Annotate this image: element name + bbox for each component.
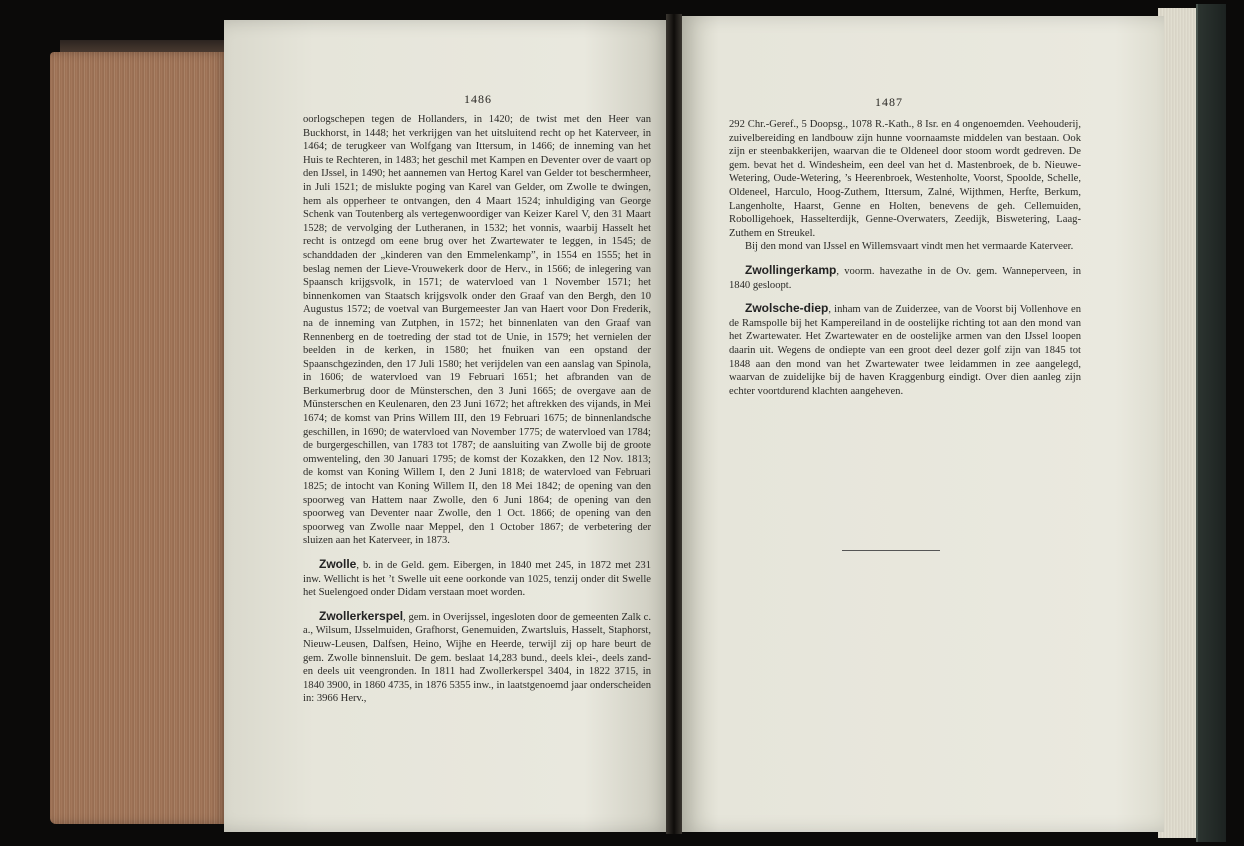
entry-zwollerkerspel: [303, 610, 651, 706]
page-edges-right: [1158, 8, 1200, 838]
entry-heading: Zwolsche-diep: [745, 301, 829, 316]
entry-heading: Zwollerkerspel: [319, 608, 404, 623]
entry-zwollingerkamp: [729, 264, 1081, 292]
left-page-number: 1486: [464, 92, 492, 106]
history-paragraph: oorlogschepen tegen de Hollanders, in 1420; de twist met den Heer van Buckhorst, in 1448; het verkrijgen van het uitsluitend recht op het Katerveer, in 1464; de terugkeer van Wolfgang van Ittersum, in 1466; de inneming van het Huis te Rechteren, in 1483; het geschil met Kampen en Deventer over de vaart op den IJssel, in 1490; het aannemen van Hertog Karel van Gelder tot beschermheer, in Juli 1521; de mislukte poging van Karel van Gelder, om Zwolle te dwingen, hem als opperheer te ontvangen, den 4 Maart 1524; inhuldiging van George Schenk van Toutenberg als vertegenwoordiger van Keizer Karel V, den 31 Maart 1528; de vervolging der Lutheranen, in 1532; het vonnis, waarbij Hasselt het recht is ontzegd om eene brug over het Zwartewater te leggen, in 1545; de schanddaden der „kinderen van den Emmelenkamp”, in 1554 en 1555; het in beslag nemen der Lieve-Vrouwekerk door de Herv., in 1566; de inlegering van Spaansch krijgsvolk, in 1571; de watervloed van 1 November 1571; het binnenkomen van Staatsch krijgsvolk onder den Graaf van den Bergh, den 10 Augustus 1572; de voetval van Burgemeester Jan van Haert voor Don Frederik, na de inneming van Zutphen, in 1572; het binnenlaten van den Graaf van Rennenberg en de toetreding der stad tot de Unie, in 1579; het vernielen der beelden in de kerken, in 1580; het fnuiken van een opstand der Spaanschgezinden, den 17 Juli 1580; het verijdelen van een aanslag van Spinola, in 1606; de watervloed van 19 Februari 1651; het afbranden van de Berkumerbrug door de Münsterschen, den 3 Juni 1665; de overgave aan de Münsterschen en Keulenaren, den 23 Juni 1672; het aftrekken des vijands, in Mei 1674; de komst van Prins Willem III, den 19 Februari 1675; de binnenlandsche geschillen, in 1690; de watervloed van November 1775; de watervloed van 1784; de burgergeschillen, van 1783 tot 1787; de aansluiting van Zwolle bij de groote omwenteling, den 30 Januari 1795; de komst der Kozakken, den 12 Nov. 1813; de komst van Koning Willem I, den 2 Juni 1818; de watervloed van Februari 1825; de intocht van Koning Willem II, den 18 Mei 1842; de opening van den spoorweg van Hattem naar Zwolle, den 6 Juni 1864; de opening van den spoorweg van Deventer naar Zwolle, den 1 Oct. 1866; de opening van den spoorweg van Zwolle naar Meppel, den 1 October 1867; de verbetering der sluizen aan het Katerveer, in 1873.: [303, 114, 651, 547]
entry-text: , gem. in Overijssel, ingesloten door de gemeenten Zalk c. a., Wilsum, IJsselmuiden, Grafhorst, Genemuiden, Zwartsluis, Hasselt, Staphorst, Nieuw-Leusen, Dalfsen, Heino, Wijhe en Heerde, terwijl zij op hare beurt de gem. Zwolle binnensluit. De gem. beslaat 14,283 bund., deels klei-, deels zand- en deels uit veengronden. In 1811 had Zwollerkerspel 3404, in 1822 3715, in 1840 3900, in 1860 4735, in 1876 5355 inw., in laatstgenoemd jaar onderscheiden in: 3966 Herv.,: [303, 611, 651, 705]
entry-text: , inham van de Zuiderzee, van de Voorst bij Vollenhove en de Ramspolle bij het Kampereiland in de oostelijke richting tot aan den mond van het Zwartewater. Het Zwartewater en de oostelijke armen van den IJssel loopen daarin uit. Wegens de ondiepte van een groot deel dezer golf zijn van 1845 tot 1848 aan den mond van het Zwartewater twee leidammen in zee aangelegd, waarvan de zuidelijke bij de haven Kraggenburg eindigt. Over dien aanleg zijn echter voortdurend klachten aangeheven.: [729, 304, 1081, 397]
entry-zwolsche-diep: [729, 302, 1081, 398]
end-rule: [842, 550, 940, 551]
entry-heading: Zwolle: [319, 557, 357, 571]
book-cover-right: [1196, 4, 1226, 842]
entry-text: , b. in de Geld. gem. Eibergen, in 1840 met 245, in 1872 met 231 inw. Wellicht is het ’t Swelle uit eene oorkonde van 1025, tenzij onder dit Swelle het Suelengoed onder Didam verstaan moet worden.: [303, 560, 651, 599]
book-gutter: [666, 14, 682, 834]
left-page-text: [303, 113, 651, 706]
entry-text: , voorm. havezathe in de Ov. gem. Wanneperveen, in 1840 gesloopt.: [729, 265, 1081, 291]
entry-heading: Zwollingerkamp: [745, 262, 837, 277]
continuation-paragraph: 292 Chr.-Geref., 5 Doopsg., 1078 R.-Kath., 8 Isr. en 4 ongenoemden. Veehouderij, zuivelbereiding en landbouw zijn hunne voornaamste middelen van bestaan. Ook zijn er steenbakkerijen, waarvan die te Oldeneel door stoom wordt gedreven. De gem. bevat het d. Windesheim, een deel van het d. Mastenbroek, de b. Nieuwe-Wetering, Oude-Wetering, ’s Heerenbroek, Westenholte, Voorst, Spoolde, Schelle, Oldeneel, Harculo, Hoog-Zuthem, Ittersum, Zalné, Wijthmen, Herfte, Berkum, Langenholte, Haarst, Genne en Holten, benevens de geh. Cellemuiden, Robolligehoek, Hasselterdijk, Genne-Overwaters, Zeedijk, Biswetering, Laag-Zuthem en Streukel.: [729, 119, 1081, 239]
right-page-number: 1487: [875, 95, 903, 109]
page-edges-left: [50, 52, 228, 824]
entry-zwolle: [303, 558, 651, 600]
right-page-text: [729, 118, 1081, 398]
katerveer-paragraph: Bij den mond van IJssel en Willemsvaart vindt men het vermaarde Katerveer.: [745, 241, 1074, 253]
